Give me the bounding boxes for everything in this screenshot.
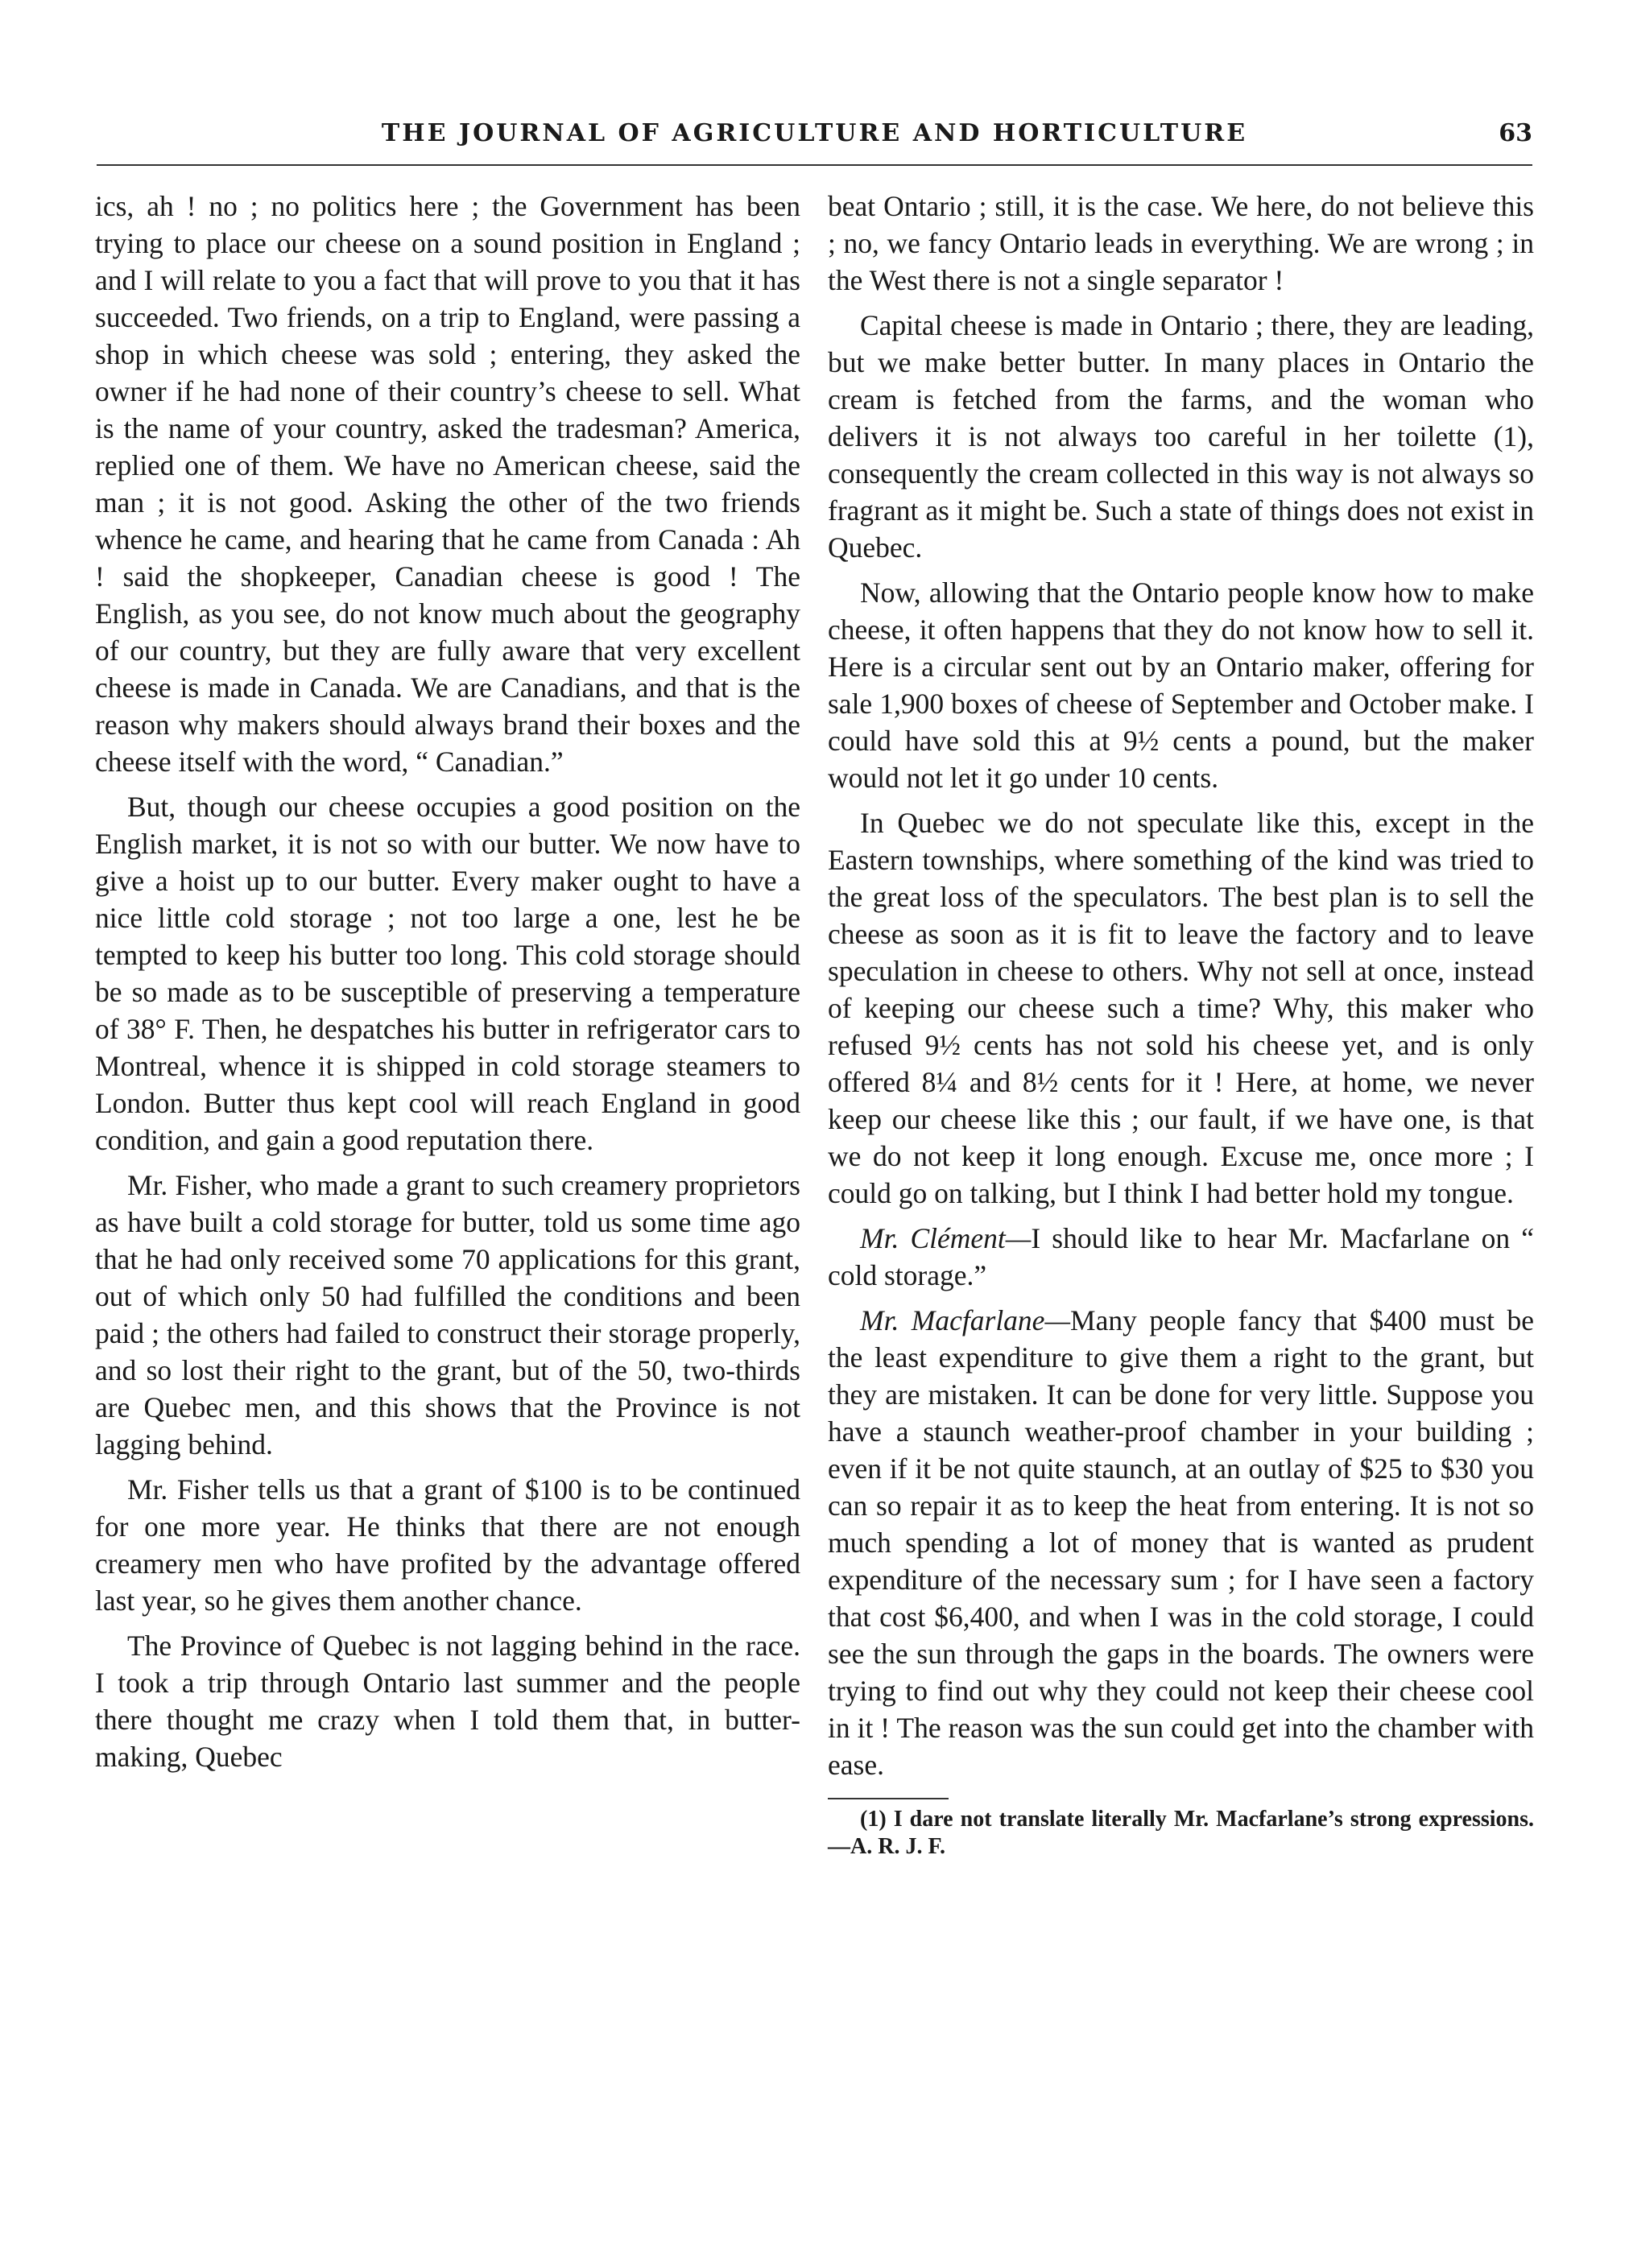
speaker-name: Mr. Clément— bbox=[860, 1222, 1032, 1254]
speech-paragraph bbox=[828, 1302, 1534, 1783]
paragraph: The Province of Quebec is not lagging behind in the race. I took a trip through Ontario last summer and the people there thought me crazy when I told them that, in butter-making, Quebec bbox=[95, 1630, 800, 1773]
paragraph: But, though our cheese occupies a good position on the English market, it is not so with our butter. We now have to give a hoist up to our butter. Every maker ought to have a nice little cold storage ; not too large a one, lest he be tempted to keep his butter too long. This cold storage should be so made as to be susceptible of preserving a temperature of 38° F. Then, he despatches his butter in refrigerator cars to Montreal, whence it is shipped in cold storage steamers to London. Butter thus kept cool will reach England in good condition, and gain a good reputation there. bbox=[95, 791, 800, 1156]
paragraph: beat Ontario ; still, it is the case. We here, do not believe this ; no, we fancy Ontario leads in everything. We are wrong ; in the West there is not a single separator ! bbox=[828, 190, 1534, 296]
speech-text: I should like to hear Mr. Macfarlane on “ cold storage.” bbox=[828, 1222, 1534, 1291]
paragraph: Mr. Fisher, who made a grant to such creamery proprietors as have built a cold storage for butter, told us some time ago that he had only received some 70 applications for this grant, out of which only 50 had fulfilled the conditions and been paid ; the others had failed to construct their storage properly, and so lost their right to the grant, but of the 50, two-thirds are Quebec men, and this shows that the Province is not lagging behind. bbox=[95, 1169, 800, 1460]
right-column bbox=[828, 188, 1534, 1869]
speech-text: Many people fancy that $400 must be the least expenditure to give them a right to the grant, but they are mistaken. It can be done for very little. Suppose you have a staunch weather-proof chamber in your building ; even if it be not quite staunch, at an outlay of $25 to $30 you can so repair it as to keep the heat from entering. It is not so much spending a lot of money that is wanted as prudent expenditure of the necessary sum ; for I have seen a factory that cost $6,400, and when I was in the cold storage, I could see the sun through the gaps in the boards. The owners were trying to find out why they could not keep their cheese cool in it ! The reason was the sun could get into the chamber with ease. bbox=[828, 1304, 1534, 1781]
left-column bbox=[95, 188, 800, 1783]
speaker-name: Mr. Macfarlane— bbox=[860, 1304, 1071, 1336]
paragraph: ics, ah ! no ; no politics here ; the Government has been trying to place our cheese on a sound position in England ; and I will relate to you a fact that will prove to you that it has succeeded. Two friends, on a trip to England, were passing a shop in which cheese was sold ; entering, they asked the owner if he had none of their country’s cheese to sell. What is the name of your country, asked the tradesman? America, replied one of them. We have no American cheese, said the man ; it is not good. Asking the other of the two friends whence he came, and hearing that he came from Canada : Ah ! said the shopkeeper, Canadian cheese is good ! The English, as you see, do not know much about the geography of our country, but they are fully aware that very excellent cheese is made in Canada. We are Canadians, and that is the reason why makers should always brand their boxes and the cheese itself with the word, “ Canadian.” bbox=[95, 190, 800, 778]
speech-paragraph bbox=[828, 1220, 1534, 1294]
page-number: 63 bbox=[1499, 119, 1532, 147]
paragraph: Capital cheese is made in Ontario ; there, they are leading, but we make better butter. In many places in Ontario the cream is fetched from the farms, and the woman who delivers it is not always too careful in her toilette (1), consequently the cream collected in this way is not always so fragrant as it might be. Such a state of things does not exist in Quebec. bbox=[828, 309, 1534, 564]
paragraph: In Quebec we do not speculate like this, except in the Eastern townships, where something of the kind was tried to the great loss of the speculators. The best plan is to sell the cheese as soon as it is fit to leave the factory and to leave speculation in cheese to others. Why not sell at once, instead of keeping our cheese such a time? Why, this maker who refused 9½ cents has not sold his cheese yet, and is only offered 8¼ and 8½ cents for it ! Here, at home, we never keep our cheese like this ; our fault, if we have one, is that we do not keep it long enough. Excuse me, once more ; I could go on talking, but I think I had better hold my tongue. bbox=[828, 807, 1534, 1209]
running-header bbox=[97, 119, 1532, 158]
journal-title: THE JOURNAL OF AGRICULTURE AND HORTICULTURE bbox=[381, 119, 1248, 147]
paragraph: Mr. Fisher tells us that a grant of $100 is to be continued for one more year. He thinks that there are not enough creamery men who have profited by the advantage offered last year, so he gives them another chance. bbox=[95, 1473, 800, 1617]
footnote-rule bbox=[828, 1798, 949, 1799]
header-rule bbox=[97, 164, 1532, 166]
footnote: (1) I dare not translate literally Mr. Macfarlane’s strong expressions.—A. R. J. F. bbox=[828, 1807, 1534, 1859]
paragraph: Now, allowing that the Ontario people know how to make cheese, it often happens that they do not know how to sell it. Here is a circular sent out by an Ontario maker, offering for sale 1,900 boxes of cheese of September and October make. I could have sold this at 9½ cents a pound, but the maker would not let it go under 10 cents. bbox=[828, 576, 1534, 794]
